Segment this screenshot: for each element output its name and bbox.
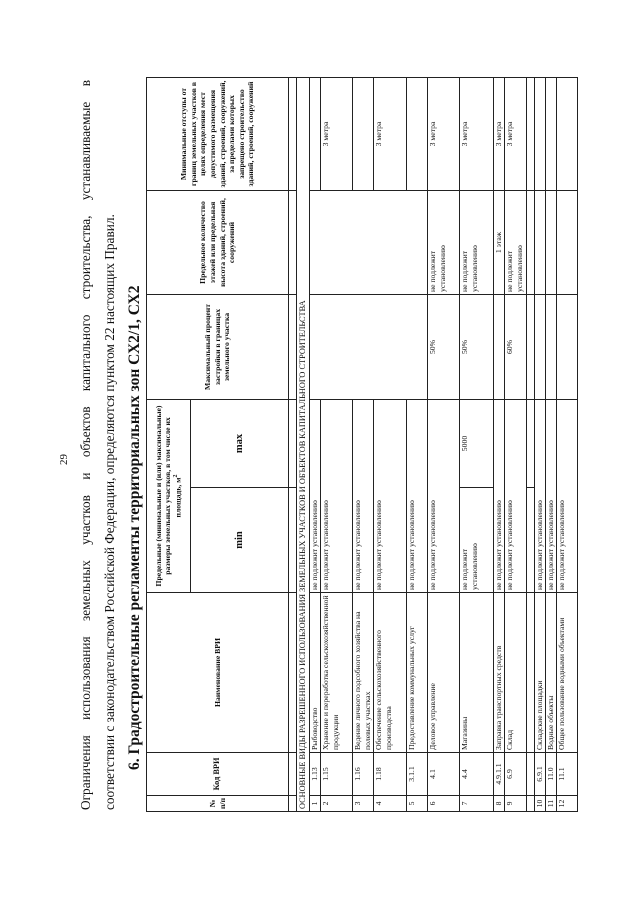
row-num: 5 [407,796,428,812]
table-row [428,78,460,812]
row-size: не подлежит установлению [494,400,505,593]
row-setback [310,78,321,191]
table-row [374,78,407,812]
header-max: max [191,400,289,488]
row-percent [535,295,546,400]
section-title: ОСНОВНЫЕ ВИДЫ РАЗРЕШЕННОГО ИСПОЛЬЗОВАНИЯ ЗЕМЕЛЬНЫХ УЧАСТКОВ И ОБЪЕКТОВ КАПИТАЛЬНОГО СТРОИТЕЛЬСТВА [297,78,310,812]
row-setback: 3 метра [321,78,353,191]
row-setback [546,78,557,191]
row-name: Обеспечение сельскохозяйственного производства [374,593,407,753]
row-floors [535,191,546,295]
row-size: не подлежит установлению [321,400,353,593]
row-size: не подлежит установлению [428,400,460,593]
row-setback: 3 метра [505,78,527,191]
row-name: Рыбоводство [310,593,321,753]
row-floors [460,191,494,295]
table-row [546,78,557,812]
not-set-line-1: не подлежит [505,250,515,292]
regulations-table [146,77,578,812]
row-code: 4.4 [460,753,494,796]
row-size: не подлежит установлению [353,400,374,593]
row-size: не подлежит установлению [546,400,557,593]
row-name: Магазины [460,593,494,753]
row-code: 1.15 [321,753,353,796]
row-name: Хранение и переработка сельскохозяйственной продукции [321,593,353,753]
row-size: не подлежит установлению [535,400,546,593]
row-setback: 3 метра [460,78,494,191]
table-row [353,78,374,812]
row-num: 8 [494,796,505,812]
header-min: min [191,488,289,593]
header-size [147,400,191,593]
header-setback: Минимальные отступы от границ земельных участков в целях определения мест допустимого размещения зданий, строений, сооружений, за пределами которых запрещено строительство зданий, строений, сооружений [147,78,289,191]
row-num: 6 [428,796,460,812]
header-size-sup: 2 [173,474,180,478]
row-name: Предоставление коммунальных услуг [407,593,428,753]
header-percent: Максимальный процент застройки в границах земельного участка [147,295,289,400]
row-setback [557,78,578,191]
row-setback [407,78,428,191]
section-row [297,78,310,812]
row-percent [494,295,505,400]
row-floors [557,191,578,295]
row-num: 3 [353,796,374,812]
row-num: 1 [310,796,321,812]
row-num: 9 [505,796,527,812]
row-percent [557,295,578,400]
spacer-row [289,78,297,812]
row-num: 12 [557,796,578,812]
header-name: Наименование ВРИ [147,593,289,753]
row-code: 3.1.1 [407,753,428,796]
row-name: Общее пользование водными объектами [557,593,578,753]
row-code: 4.9.1.1 [494,753,505,796]
spacer-row [527,78,535,812]
row-code: 6.9 [505,753,527,796]
header-floors: Предельное количество этажей или предельная высота зданий, строений, сооружений [147,191,289,295]
not-set-line-2: установлению [469,245,479,292]
row-floors [428,191,460,295]
row-size: не подлежит установлению [310,400,321,593]
row-code: 1.16 [353,753,374,796]
row-size-max: 5000 [460,400,494,488]
row-floors: 1 этаж [494,191,505,295]
row-num: 11 [546,796,557,812]
row-percent [310,295,428,400]
not-set-line-1: не подлежит [460,250,470,292]
table-row [535,78,546,812]
row-name: Деловое управление [428,593,460,753]
row-num: 2 [321,796,353,812]
row-name: Водные объекты [546,593,557,753]
row-floors [505,191,527,295]
table-row [460,78,494,812]
row-size: не подлежит установлению [505,400,527,593]
row-setback: 3 метра [428,78,460,191]
intro-line-2: соответствии с законодательством Российской Федерации, определяются пунктом 22 настоящих Правил. [102,214,117,810]
row-code: 11.1 [557,753,578,796]
row-percent [546,295,557,400]
row-size: не подлежит установлению [374,400,407,593]
row-setback [353,78,374,191]
row-name: Складские площадки [535,593,546,753]
section-heading: 6. Градостроительные регламенты территориальных зон СХ2/1, СХ2 [126,285,143,770]
row-percent: 60% [505,295,527,400]
row-percent: 50% [460,295,494,400]
row-size: не подлежит установлению [557,400,578,593]
row-code: 1.18 [374,753,407,796]
row-num: 10 [535,796,546,812]
not-set-line-2: установлению [469,543,479,590]
row-setback: 3 метра [494,78,505,191]
intro-paragraph [74,80,122,810]
not-set-line-1: не подлежит [460,548,470,590]
row-code: 6.9.1 [535,753,546,796]
not-set-line-2: установлению [514,245,524,292]
row-name: Заправка транспортных средств [494,593,505,753]
row-name: Ведение личного подсобного хозяйства на полевых участках [353,593,374,753]
table-row [310,78,321,812]
row-setback: 3 метра [374,78,407,191]
row-num: 7 [460,796,494,812]
header-size-text: Предельные (минимальные и (или) максимальные) размеры земельных участков, в том числе их площадь, м [153,405,183,587]
table-row [557,78,578,812]
row-num: 4 [374,796,407,812]
row-size: не подлежит установлению [407,400,428,593]
row-size-min [460,488,494,593]
row-floors [546,191,557,295]
table-row [321,78,353,812]
not-set-line-2: установлению [437,245,447,292]
row-percent: 50% [428,295,460,400]
row-floors [310,191,428,295]
row-setback [535,78,546,191]
not-set-line-1: не подлежит [428,250,438,292]
header-code: Код ВРИ [147,753,289,796]
header-num: № п/п [147,796,289,812]
row-code: 11.0 [546,753,557,796]
table-row [494,78,505,812]
page-number: 29 [58,454,70,465]
table-row [407,78,428,812]
table-row [505,78,527,812]
row-code: 1.13 [310,753,321,796]
row-name: Склад [505,593,527,753]
row-code: 4.1 [428,753,460,796]
intro-line-1: Ограничения использования земельных участков и объектов капитального строительства, устанавливаемые в [78,80,93,810]
